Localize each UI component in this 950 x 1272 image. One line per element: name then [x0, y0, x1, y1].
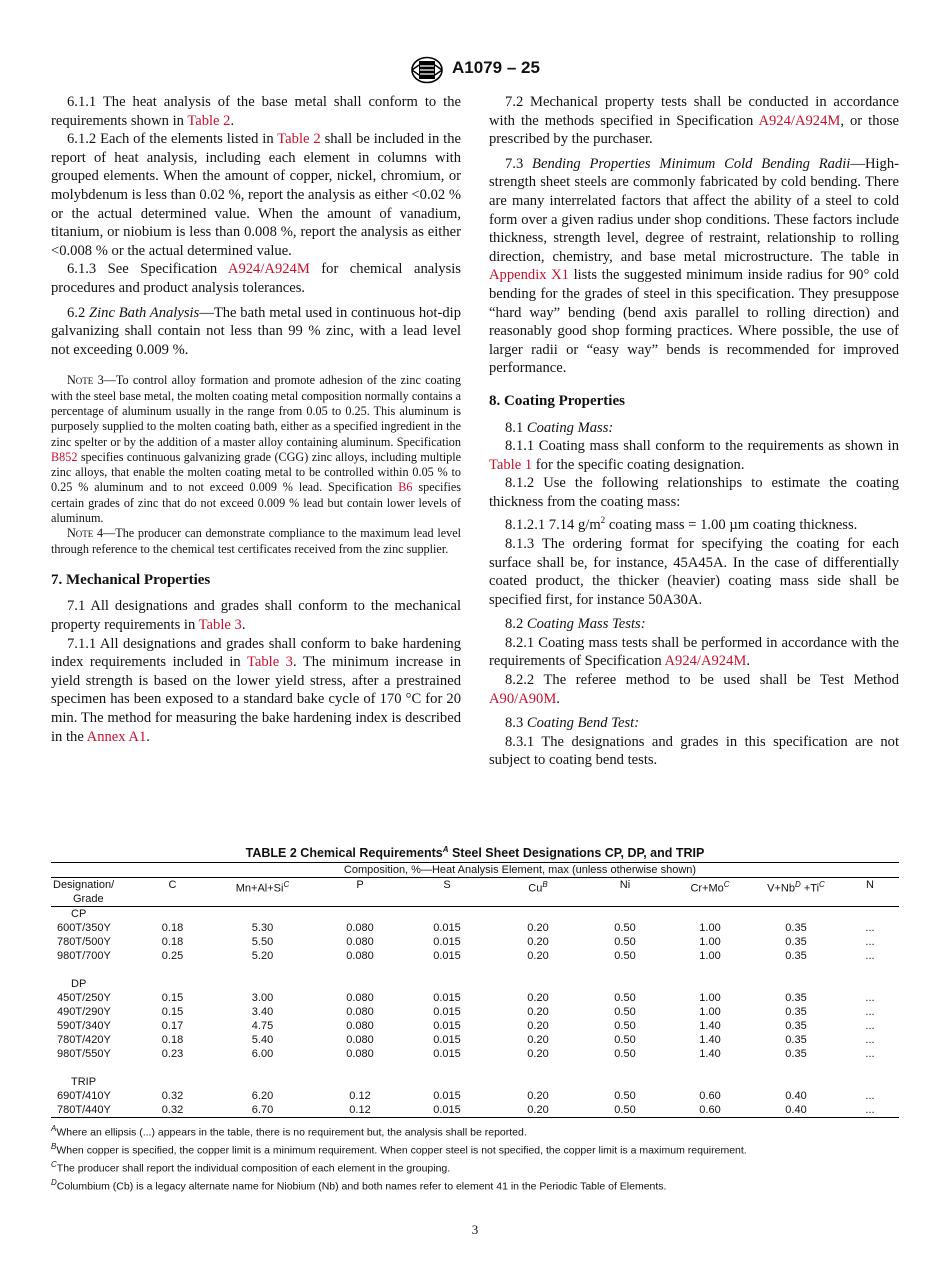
group-row [51, 1075, 899, 1089]
value-cell: 0.35 [785, 1048, 807, 1061]
value-cell: 0.17 [161, 1020, 184, 1033]
table-row [51, 1033, 899, 1047]
standard-designation: A1079 – 25 [452, 58, 540, 77]
table-row [51, 935, 899, 949]
paragraph-8-1-1: 8.1.1 Coating mass shall conform to the requirements as shown in Table 1 for the specific coating designation. [489, 438, 899, 473]
value-cell: 6.20 [251, 1090, 274, 1103]
paragraph-8-1: 8.1 Coating Mass: [505, 419, 614, 436]
link-table-1[interactable]: Table 1 [489, 456, 533, 473]
value-cell: 0.50 [614, 936, 636, 949]
value-cell: 0.20 [527, 1090, 549, 1103]
value-cell: 3.00 [251, 992, 274, 1005]
value-cell: 0.60 [669, 1103, 751, 1118]
grade-cell: 780T/500Y [57, 936, 111, 949]
value-cell: 0.50 [614, 1034, 636, 1047]
paragraph-8-2: 8.2 Coating Mass Tests: [505, 616, 646, 633]
link-table-2[interactable]: Table 2 [277, 131, 321, 148]
paragraph-8-2-2: 8.2.2 The referee method to be used shall be Test Method A90/A90M. [489, 672, 899, 707]
value-cell: 0.50 [614, 1006, 636, 1019]
note-4: Note 4—The producer can demonstrate compliance to the maximum lead level through reference to the chemical test certificates received from the zinc supplier. [51, 526, 462, 556]
value-cell: 0.23 [161, 1048, 184, 1061]
value-cell: 0.20 [527, 1006, 549, 1019]
value-cell: 0.50 [614, 992, 636, 1005]
paragraph-7-1-1: 7.1.1 All designations and grades shall conform to bake hardening index requirements included in Table 3. The minimum increase in yield strength is based on the lower yield stress, after a prestrained specimen has been exposed to a standard bake cycle of 170 °C for 20 min. The method for measuring the bake hardening index is described in the Annex A1. [51, 635, 461, 745]
paragraph-8-3-1: 8.3.1 The designations and grades in this specification are not subject to coating bend tests. [489, 733, 899, 769]
value-cell: 0.35 [785, 1020, 807, 1033]
chemical-requirements-table [51, 862, 899, 1118]
value-cell: 0.20 [527, 1020, 549, 1033]
value-cell: 0.015 [433, 992, 461, 1005]
value-cell: 0.20 [527, 992, 549, 1005]
table-row [51, 1047, 899, 1061]
paragraph-8-2-1: 8.2.1 Coating mass tests shall be performed in accordance with the requirements of Specification A924/A924M. [489, 634, 899, 670]
paragraph-8-1-2-1: 8.1.2.1 7.14 $g/m^2$ coating mass = 1.00 µm coating thickness. [505, 515, 858, 534]
value-cell: 1.40 [699, 1048, 721, 1061]
grade-cell: 690T/410Y [57, 1090, 111, 1103]
value-cell: 0.35 [785, 936, 807, 949]
column-header: $V+Nb^D +Ti^C$ [751, 878, 841, 907]
group-row [51, 977, 899, 991]
value-cell: 0.25 [161, 950, 184, 963]
value-cell: 0.015 [433, 936, 461, 949]
table-footnotes [51, 1122, 899, 1194]
value-cell: 3.40 [251, 1006, 274, 1019]
value-cell: 5.40 [251, 1034, 274, 1047]
paragraph-6-1-1: 6.1.1 The heat analysis of the base metal shall conform to the requirements shown in Table 2. [51, 94, 461, 129]
value-cell: 5.20 [251, 950, 274, 963]
value-cell: 0.080 [346, 936, 374, 949]
paragraph-7-1: 7.1 All designations and grades shall conform to the mechanical property requirements in Table 3. [51, 598, 461, 634]
value-cell: 0.50 [614, 1048, 636, 1061]
column-header: P [321, 878, 399, 907]
value-cell: 0.20 [527, 1034, 549, 1047]
value-cell: 5.50 [251, 936, 274, 949]
value-cell: 0.20 [495, 1103, 581, 1118]
column-header: S [399, 878, 495, 907]
group-label: TRIP [71, 1076, 97, 1089]
value-cell: 1.40 [699, 1020, 721, 1033]
link-b6[interactable]: B6 [398, 480, 413, 495]
value-cell: 0.35 [785, 1006, 807, 1019]
column-header: $Mn+Al+Si^C$ [204, 878, 321, 907]
value-cell: ... [865, 992, 875, 1005]
page-number: 3 [471, 1222, 479, 1237]
table-row [51, 991, 899, 1005]
group-label: DP [71, 978, 87, 991]
value-cell: 1.00 [699, 922, 721, 935]
grade-cell: 980T/700Y [57, 950, 111, 963]
value-cell: 0.60 [699, 1090, 721, 1103]
link-table-3[interactable]: Table 3 [198, 617, 242, 634]
value-cell: ... [841, 1103, 899, 1118]
value-cell: ... [865, 950, 875, 963]
value-cell: ... [865, 1090, 875, 1103]
value-cell: 0.50 [614, 950, 636, 963]
value-cell: 0.35 [785, 992, 807, 1005]
value-cell: 0.32 [161, 1090, 184, 1103]
value-cell: 1.40 [699, 1034, 721, 1047]
grade-cell: 980T/550Y [57, 1048, 111, 1061]
table-row [51, 921, 899, 935]
value-cell: 0.50 [614, 1090, 636, 1103]
section-8-heading: 8. Coating Properties [489, 392, 625, 409]
footnote-d: $^D$Columbium (Cb) is a legacy alternate name for Niobium (Nb) and both names refer to element 41 in the Periodic Table of Elements. [51, 1178, 667, 1193]
value-cell: 6.70 [204, 1103, 321, 1118]
value-cell: 0.20 [527, 950, 549, 963]
value-cell: 0.35 [785, 950, 807, 963]
value-cell: 0.15 [161, 1006, 184, 1019]
group-row [51, 907, 899, 922]
link-annex-a1[interactable]: Annex A1 [86, 728, 147, 745]
table-2 [51, 845, 899, 1195]
value-cell: 0.015 [433, 1006, 461, 1019]
value-cell: 0.50 [614, 922, 636, 935]
value-cell: 0.015 [433, 1048, 461, 1061]
value-cell: 0.080 [346, 992, 374, 1005]
table-row [51, 1103, 899, 1118]
table-row [51, 1019, 899, 1033]
value-cell: 0.50 [614, 1020, 636, 1033]
footnote-c: $^C$The producer shall report the individual composition of each element in the grouping. [51, 1160, 451, 1175]
paragraph-8-1-3: 8.1.3 The ordering format for specifying the coating for each surface shall be, for instance, 45A45A. In the case of differentially coated product, the thicker (heavier) coating mass side shall be specified first, for instance 50A30A. [489, 535, 899, 608]
right-column [489, 93, 899, 770]
value-cell: 0.20 [527, 922, 549, 935]
grade-cell: 590T/340Y [57, 1020, 111, 1033]
grade-cell: 450T/250Y [57, 992, 111, 1005]
value-cell: 1.00 [699, 936, 721, 949]
value-cell: 4.75 [251, 1020, 274, 1033]
link-a924[interactable]: A924/A924M [227, 261, 310, 278]
value-cell: 0.12 [321, 1103, 399, 1118]
value-cell: ... [865, 936, 875, 949]
value-cell: 0.20 [527, 936, 549, 949]
paragraph-6-2: 6.2 Zinc Bath Analysis—The bath metal used in continuous hot-dip galvanizing shall contain not less than 99 % zinc, with a lead level not exceeding 0.009 %. [51, 304, 461, 358]
column-header-designation: Designation/ Grade [51, 878, 141, 907]
value-cell: 0.015 [433, 1020, 461, 1033]
link-appendix-x1[interactable]: Appendix X1 [489, 267, 569, 284]
value-cell: 0.18 [161, 1034, 184, 1047]
value-cell: 0.50 [581, 1103, 669, 1118]
paragraph-8-1-2: 8.1.2 Use the following relationships to estimate the coating thickness from the coating mass: [489, 475, 899, 510]
link-b852[interactable]: B852 [51, 449, 78, 464]
value-cell: 1.00 [699, 1006, 721, 1019]
value-cell: 0.080 [346, 1034, 374, 1047]
value-cell: 0.32 [141, 1103, 204, 1118]
link-table-3[interactable]: Table 3 [246, 654, 293, 671]
value-cell: 0.080 [346, 950, 374, 963]
composition-header: Composition, %—Heat Analysis Element, max (unless otherwise shown) [141, 863, 899, 878]
paragraph-7-2: 7.2 Mechanical property tests shall be conducted in accordance with the methods specified in Specification A924/A924M, or those prescribed by the purchaser. [489, 94, 899, 148]
link-a924[interactable]: A924/A924M [758, 112, 841, 129]
link-a90[interactable]: A90/A90M [489, 690, 557, 707]
paragraph-7-3: 7.3 Bending Properties Minimum Cold Bending Radii—High-strength sheet steels are commonly fabricated by cold bending. There are many interrelated factors that affect the ability of a steel to cold form over a given radius under shop conditions. These factors include thickness, strength level, degree of restraint, relationship to rolling direction, chemistry, and base metal microstructure. The table in Appendix X1 lists the suggested minimum inside radius for 90° cold bending for the grades of steel in this specification. They presuppose “hard way” bending (bend axis parallel to rolling direction) and reasonably good shop forming practices. Where possible, the use of larger radii or “easy way” bends is recommended for improved performance. [489, 155, 899, 377]
value-cell: 0.35 [785, 1034, 807, 1047]
group-label: CP [71, 908, 87, 921]
value-cell: 0.080 [346, 1048, 374, 1061]
grade-cell: 780T/420Y [57, 1034, 111, 1047]
table-row [51, 949, 899, 963]
value-cell: 5.30 [251, 922, 274, 935]
value-cell: 0.18 [161, 936, 184, 949]
grade-cell: 780T/440Y [51, 1103, 141, 1118]
value-cell: 0.080 [346, 922, 374, 935]
value-cell: 0.015 [433, 1090, 461, 1103]
value-cell: 0.015 [433, 922, 461, 935]
note-3: Note 3—To control alloy formation and promote adhesion of the zinc coating with the steel base metal, the molten coating metal composition normally contains a percentage of aluminum usually in the range from 0.05 to 0.25. This aluminum is purposely supplied to the molten coating bath, either as a specified ingredient in the zinc spelter or by the addition of a master alloy containing aluminum. Specification B852 specifies continuous galvanizing grade (CGG) zinc alloys, including multiple zinc alloys, that enable the molten coating metal to be controlled within 0.05 % to 0.25 % aluminum and to not exceed 0.009 % lead. Specification B6 specifies certain grades of zinc that do not exceed 0.009 % lead but contain lower levels of aluminum. [51, 373, 461, 525]
column-header: Ni [581, 878, 669, 907]
paragraph-6-1-3: 6.1.3 See Specification A924/A924M for chemical analysis procedures and product analysis tolerances. [51, 261, 461, 296]
grade-cell: 490T/290Y [57, 1006, 111, 1019]
value-cell: 0.015 [399, 1103, 495, 1118]
table-body [51, 907, 899, 1118]
value-cell: 0.20 [527, 1048, 549, 1061]
value-cell: 6.00 [251, 1048, 274, 1061]
paragraph-8-3: 8.3 Coating Bend Test: [505, 715, 640, 732]
value-cell: 0.40 [785, 1090, 807, 1103]
value-cell: 0.15 [161, 992, 184, 1005]
left-column [51, 93, 461, 746]
section-7-heading: 7. Mechanical Properties [51, 571, 211, 588]
astm-logo-icon [409, 56, 445, 84]
value-cell: ... [865, 1048, 875, 1061]
column-header: $Cu^B$ [495, 878, 581, 907]
value-cell: 1.00 [699, 992, 721, 1005]
value-cell: 0.12 [349, 1090, 371, 1103]
value-cell: 0.35 [785, 922, 807, 935]
value-cell: ... [865, 1006, 875, 1019]
table-2-title: TABLE 2 Chemical Requirements$^A$ Steel Sheet Designations CP, DP, and TRIP [245, 845, 705, 861]
footnote-a: $^A$Where an ellipsis (...) appears in the table, there is no requirement but, the analysis shall be reported. [51, 1124, 527, 1139]
table-row [51, 1089, 899, 1103]
link-a924[interactable]: A924/A924M [664, 653, 747, 670]
value-cell: 0.18 [161, 922, 184, 935]
column-header: C [141, 878, 204, 907]
value-cell: 1.00 [699, 950, 721, 963]
value-cell: 0.015 [433, 950, 461, 963]
link-table-2[interactable]: Table 2 [187, 112, 231, 129]
column-header: N [841, 878, 899, 907]
page-header [0, 56, 950, 86]
value-cell: ... [865, 1020, 875, 1033]
paragraph-6-1-2: 6.1.2 Each of the elements listed in Table 2 shall be included in the report of heat analysis, including each element in columns with grouped elements. When the amount of copper, nickel, chromium, or molybdenum is less than 0.02 %, report the analysis as either <0.02 % or the actual determined value. When the amount of vanadium, titanium, or niobium is less than 0.008 %, report the analysis as either <0.008 % or the actual determined value. [51, 131, 461, 259]
footnote-b: $^B$When copper is specified, the copper limit is a minimum requirement. When copper steel is not specified, the copper limit is a maximum requirement. [51, 1142, 747, 1157]
value-cell: 0.080 [346, 1020, 374, 1033]
value-cell: ... [865, 1034, 875, 1047]
value-cell: 0.40 [751, 1103, 841, 1118]
column-header: $Cr+Mo^C$ [669, 878, 751, 907]
value-cell: 0.015 [433, 1034, 461, 1047]
value-cell: 0.080 [346, 1006, 374, 1019]
value-cell: ... [865, 922, 875, 935]
table-row [51, 1005, 899, 1019]
grade-cell: 600T/350Y [57, 922, 111, 935]
